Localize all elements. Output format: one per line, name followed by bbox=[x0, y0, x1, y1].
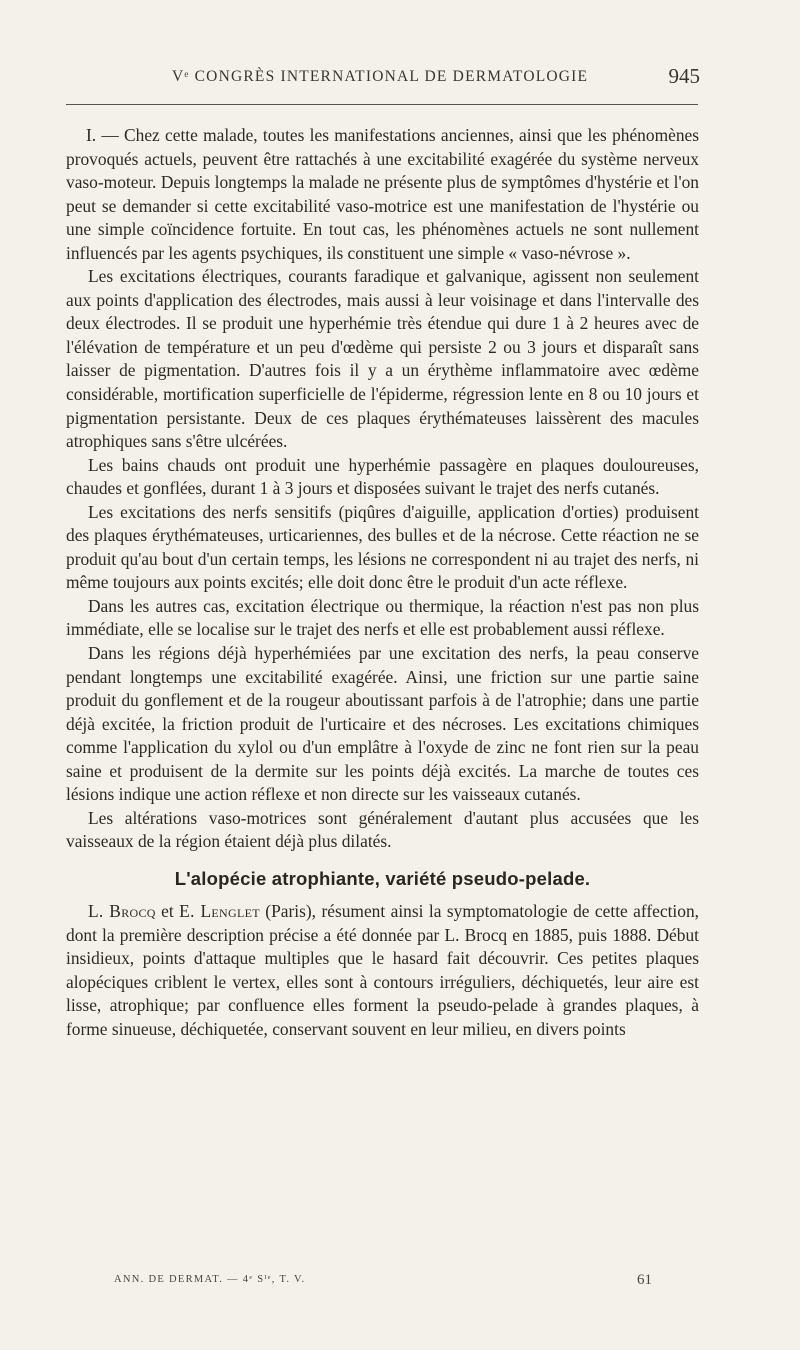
paragraph: Les altérations vaso-motrices sont généralement d'autant plus accusées que les vaisseaux de la région étaient déjà plus dilatés. bbox=[66, 807, 699, 852]
section-heading: L'alopécie atrophiante, variété pseudo-pelade. bbox=[174, 867, 591, 889]
body-text bbox=[66, 124, 699, 1041]
paragraph: Dans les régions déjà hyperhémiées par une excitation des nerfs, la peau conserve pendant longtemps une excitabilité exagérée. Ainsi, une friction sur une partie saine produit du gonflement et de la rougeur aboutissant parfois à de l'atrophie; dans une partie déjà excitée, la friction produit de l'urticaire et des nécroses. Les excitations chimiques comme l'application du xylol ou d'un emplâtre à l'oxyde de zinc ne font rien sur la peau saine et produisent de la dermite sur les points déjà excités. La marche de toutes ces lésions indique une action réflexe et non directe sur les vaisseaux cutanés. bbox=[66, 643, 699, 805]
paragraph: Les excitations électriques, courants faradique et galvanique, agissent non seulement aux points d'application des électrodes, mais aussi à leur voisinage et dans l'intervalle des deux électrodes. Il se produit une hyperhémie très étendue qui dure 1 à 2 heures avec de l'élévation de température et un peu d'œdème qui persiste 2 ou 3 jours et disparaît sans laisser de pigmentation. D'autres fois il y a un érythème inflammatoire avec œdème considérable, mortification superficielle de l'épiderme, régression lente en 8 ou 10 jours et pigmentation persistante. Deux de ces plaques érythémateuses laissèrent des macules atrophiques sans s'être ulcérées. bbox=[66, 266, 699, 452]
section-paragraph-text: (Paris), résument ainsi la symptomatologie de cette affection, dont la première description précise a été donnée par L. Brocq en 1885, puis 1888. Début insidieux, points d'attaque multiples que le hasard fait découvrir. Ces petites plaques alopéciques criblent le vertex, elles sont à contours irréguliers, déchiquetés, leur aire est lisse, atrophique; par confluence elles forment la pseudo-pelade à grandes plaques, à forme sinueuse, déchiquetée, conservant souvent en leur milieu, en divers points bbox=[66, 900, 699, 1039]
paragraph: I. — Chez cette malade, toutes les manifestations anciennes, ainsi que les phénomènes provoqués actuels, peuvent être rattachés à une excitabilité exagérée du système nerveux vaso-moteur. Depuis longtemps la malade ne présente plus de symptômes d'hystérie et l'on peut se demander si cette excitabilité vaso-motrice est une manifestation de l'hystérie ou une simple coïncidence fortuite. En tout cas, les phénomènes actuels ne sont nullement influencés par les agents psychiques, ils constituent une simple « vaso-névrose ». bbox=[66, 125, 699, 263]
author-name: L. Brocq bbox=[88, 900, 156, 921]
journal-signature: ANN. DE DERMAT. — 4ᵉ Sᴵᵉ, T. V. bbox=[114, 1274, 306, 1285]
running-head bbox=[66, 64, 700, 94]
page-number: 945 bbox=[668, 64, 700, 88]
paragraph: Les bains chauds ont produit une hyperhémie passagère en plaques douloureuses, chaudes et gonflées, durant 1 à 3 jours et disposées suivant le trajet des nerfs cutanés. bbox=[66, 454, 699, 499]
running-title: Vᵉ CONGRÈS INTERNATIONAL DE DERMATOLOGIE bbox=[172, 68, 589, 85]
author-name: E. Lenglet bbox=[179, 900, 260, 921]
page-footer bbox=[114, 1272, 652, 1296]
paragraph: Dans les autres cas, excitation électrique ou thermique, la réaction n'est pas non plus immédiate, elle se localise sur le trajet des nerfs et elle est probablement aussi réflexe. bbox=[66, 595, 699, 640]
sheet-number: 61 bbox=[637, 1272, 652, 1288]
paragraph: Les excitations des nerfs sensitifs (piqûres d'aiguille, application d'orties) produisent des plaques érythémateuses, urticariennes, des bulles et de la nécrose. Cette réaction ne se produit qu'au bout d'un certain temps, les lésions ne correspondent ni au trajet des nerfs, ni même toujours aux points excités; elle doit donc être le produit d'un acte réflexe. bbox=[66, 501, 699, 593]
section-paragraph bbox=[66, 900, 699, 1041]
author-conjunction: et bbox=[155, 900, 180, 921]
header-rule bbox=[66, 104, 698, 105]
